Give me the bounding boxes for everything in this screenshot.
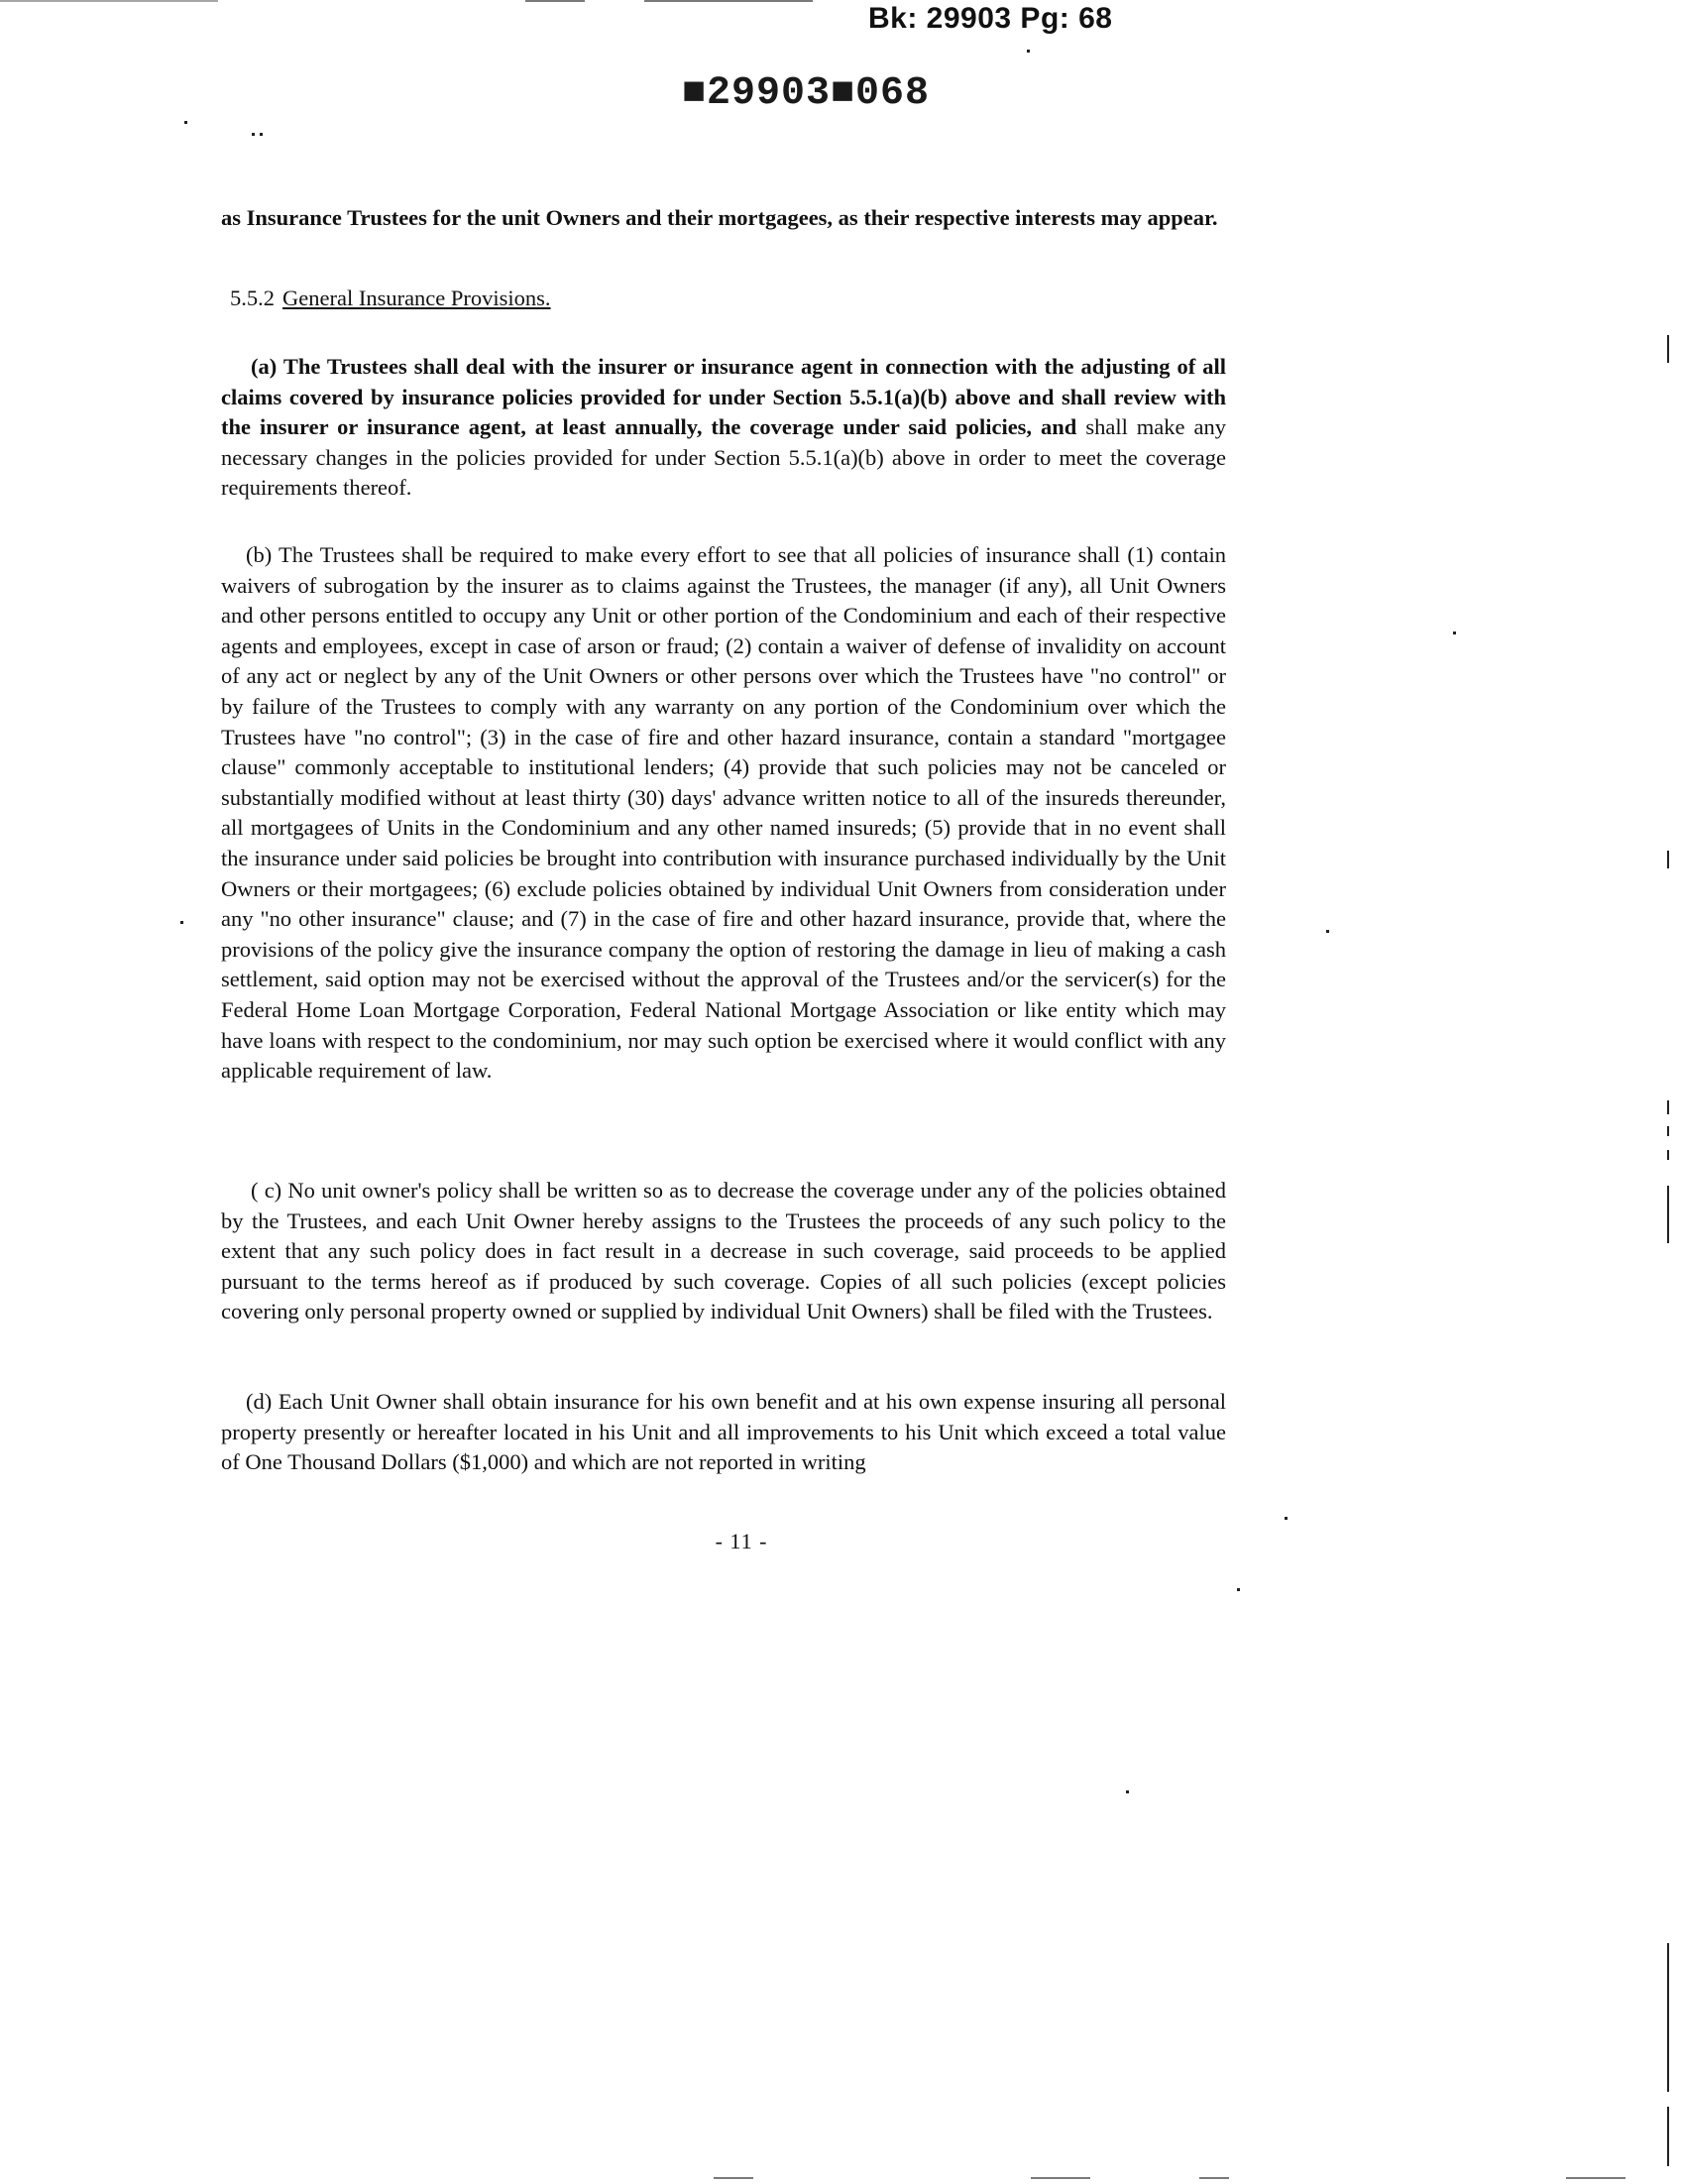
paragraph-a-text: shall make any necessary changes in the policies provided for under Section 5.5.1(a)(b) above in order to meet the coverage requirements thereof. <box>221 414 1227 501</box>
scan-dot <box>252 133 255 136</box>
scan-dot <box>1285 1517 1288 1520</box>
paragraph-c: ( c) No unit owner's policy shall be written so as to decrease the coverage under any of the policies obtained by the Trustees, and each Unit Owner hereby assigns to the Trustees the proceeds of any such policy to the extent that any such policy does in fact result in a decrease in such coverage, said proceeds to be applied pursuant to the terms hereof as if produced by such coverage. Copies of all such policies (except policies covering only personal property owned or supplied by individual Unit Owners) shall be filed with the Trustees. <box>221 1178 1226 1324</box>
scan-line-right <box>1667 1186 1669 1243</box>
scan-mark-bottom <box>1566 2177 1625 2179</box>
scan-line-right <box>1667 851 1669 868</box>
scan-dot <box>184 121 187 124</box>
paragraph-b: (b) The Trustees shall be required to make every effort to see that all policies of insurance shall (1) contain waivers of subrogation by the insurer as to claims against the Trustees, the manager (if any), all Unit Owners and other persons entitled to occupy any Unit or other portion of the Condominium and each of their respective agents and employees, except in case of arson or fraud; (2) contain a waiver of defense of invalidity on account of any act or neglect by any of the Unit Owners or other persons over which the Trustees have "no control" or by failure of the Trustees to comply with any warranty on any portion of the Condominium over which the Trustees have "no control"; (3) in the case of fire and other hazard insurance, contain a standard "mortgagee clause" commonly acceptable to institutional lenders; (4) provide that such policies may not be canceled or substantially modified without at least thirty (30) days' advance written notice to all of the insureds thereunder, all mortgagees of Units in the Condominium and any other named insureds; (5) provide that in no event shall the insurance under said policies be brought into contribution with insurance purchased individually by the Unit Owners or their mortgagees; (6) exclude policies obtained by individual Unit Owners from consideration under any "no other insurance" clause; and (7) in the case of fire and other hazard insurance, provide that, where the provisions of the policy give the insurance company the option of restoring the damage in lieu of making a cash settlement, said option may not be exercised without the approval of the Trustees and/or the servicer(s) for the Federal Home Loan Mortgage Corporation, Federal National Mortgage Association or like entity which may have loans with respect to the condominium, nor may such option be exercised where it would conflict with any applicable requirement of law. <box>221 542 1226 1084</box>
scan-dot <box>260 133 263 136</box>
scan-mark-bottom <box>1199 2177 1229 2179</box>
document-number: ■29903■068 <box>682 71 931 116</box>
scan-dot <box>1237 1588 1240 1591</box>
scan-dot <box>180 921 183 924</box>
scan-mark-bottom <box>714 2177 753 2179</box>
section-heading <box>230 286 551 311</box>
scan-dot <box>1126 1790 1129 1793</box>
scan-dot <box>1326 930 1329 933</box>
scan-dot <box>1453 632 1456 634</box>
recording-book-page-stamp: Bk: 29903 Pg: 68 <box>868 2 1113 35</box>
section-number: 5.5.2 <box>230 286 275 310</box>
continuation-paragraph: as Insurance Trustees for the unit Owners and their mortgagees, as their respective interests may appear. <box>221 205 1218 230</box>
scan-mark-bottom <box>1031 2177 1090 2179</box>
scan-mark-top-left <box>0 0 218 2</box>
page-number: - 11 - <box>715 1529 768 1553</box>
paragraph-d: (d) Each Unit Owner shall obtain insurance for his own benefit and at his own expense insuring all personal property presently or hereafter located in his Unit and all improvements to his Unit which exceed a total value of One Thousand Dollars ($1,000) and which are not reported in writing <box>221 1389 1226 1475</box>
scan-line-right <box>1667 1150 1669 1160</box>
scan-line-right <box>1667 2107 1669 2166</box>
scan-line-right <box>1667 335 1669 363</box>
scan-line-right <box>1667 1100 1669 1114</box>
paragraph-a-bold-text: (a) The Trustees shall deal with the insurer or insurance agent in connection with the adjusting of all claims covered by insurance policies provided for under Section 5.5.1(a)(b) above and shall review with the insurer or insurance agent, at least annually, the coverage under said policies, and <box>221 354 1226 440</box>
scan-dot <box>1027 50 1030 53</box>
paragraph-a <box>221 352 1226 504</box>
scan-mark-top-center <box>525 0 585 2</box>
scan-mark-top-center-2 <box>644 0 813 2</box>
scan-line-right <box>1667 1126 1669 1136</box>
section-title: General Insurance Provisions. <box>282 286 551 310</box>
scan-line-right <box>1667 1943 1669 2092</box>
